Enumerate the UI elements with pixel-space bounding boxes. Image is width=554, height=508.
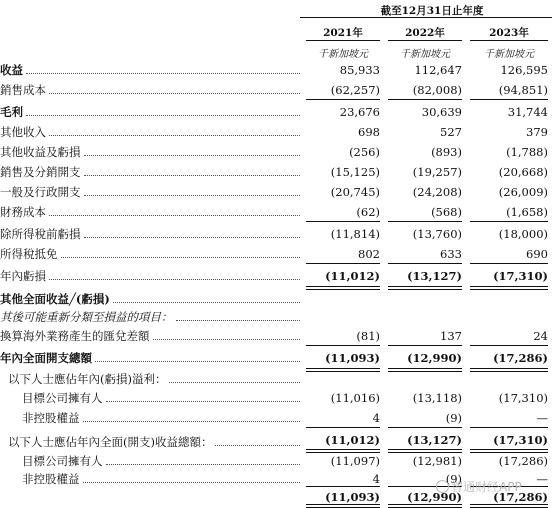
table-row	[0, 388, 554, 408]
value-2022: 137	[440, 329, 462, 343]
table-row	[0, 60, 554, 80]
value-2023: (17,310)	[493, 269, 548, 283]
value-2022: (13,760)	[412, 227, 462, 241]
row-label: 其他全面收益╱(虧損)	[0, 292, 110, 306]
value-2021: (15,125)	[330, 165, 380, 179]
value-2023: —	[536, 411, 548, 425]
value-2022: (13,127)	[407, 433, 462, 447]
row-label: 其他收入	[0, 125, 46, 139]
total-double-rule	[470, 449, 548, 453]
watermark-logo-icon	[436, 480, 449, 493]
subtotal-rule	[306, 345, 380, 346]
row-label: 非控股權益	[22, 411, 80, 425]
table-row	[0, 451, 554, 471]
table-row	[0, 202, 554, 222]
row-label: 目標公司擁有人	[22, 454, 103, 468]
table-row	[0, 80, 554, 100]
table-row	[0, 307, 554, 327]
subtotal-rule	[306, 486, 380, 487]
total-double-rule	[470, 286, 548, 290]
value-2022: 633	[440, 247, 462, 261]
row-label: 年內全面開支總額	[0, 351, 92, 365]
year-2022: 2022年	[405, 27, 445, 39]
subtotal-rule	[388, 263, 462, 264]
watermark	[436, 478, 522, 495]
leader-dots	[83, 421, 300, 422]
value-2021: (20,745)	[330, 185, 380, 199]
value-2022: (568)	[431, 205, 462, 219]
leader-dots	[49, 93, 300, 94]
value-2021: (62)	[356, 205, 380, 219]
leader-dots	[61, 257, 300, 258]
leader-dots	[49, 135, 300, 136]
value-2022: (9)	[445, 472, 462, 486]
total-double-rule	[470, 368, 548, 372]
subtotal-rule	[388, 221, 462, 222]
table-row	[0, 289, 554, 309]
subtotal-rule	[470, 221, 548, 222]
total-double-rule	[306, 504, 380, 508]
header-rule	[300, 17, 552, 18]
leader-dots	[84, 237, 300, 238]
table-row	[0, 102, 554, 122]
value-2022: (12,981)	[412, 454, 462, 468]
value-2022: (19,257)	[412, 165, 462, 179]
row-label: 其後可能重新分類至損益的項目：	[0, 310, 173, 324]
table-row	[0, 162, 554, 182]
leader-dots	[215, 445, 300, 446]
row-label: 以下人士應佔年內(虧損)溢利：	[8, 372, 167, 386]
value-2023: (1,788)	[506, 145, 548, 159]
value-2023: 31,744	[507, 105, 548, 119]
value-2023: (20,668)	[498, 165, 548, 179]
table-row	[0, 224, 554, 244]
row-label: 除所得稅前虧損	[0, 227, 81, 241]
value-2021: (11,093)	[325, 490, 380, 504]
row-label: 其他收益及虧損	[0, 145, 81, 159]
subtotal-rule	[388, 99, 462, 100]
leader-dots	[84, 195, 300, 196]
leader-dots	[106, 401, 300, 402]
value-2023: 24	[533, 329, 548, 343]
leader-dots	[26, 73, 300, 74]
total-double-rule	[470, 504, 548, 508]
table-row	[0, 369, 554, 389]
leader-dots	[95, 361, 300, 362]
value-2022: 112,647	[414, 63, 462, 77]
value-2021: (11,016)	[330, 391, 380, 405]
total-double-rule	[388, 286, 462, 290]
period-heading: 截至12月31日止年度	[380, 5, 484, 17]
year-rule-2021	[306, 40, 380, 41]
subtotal-rule	[470, 99, 548, 100]
value-2023: (17,310)	[493, 433, 548, 447]
value-2021: (256)	[349, 145, 380, 159]
leader-dots	[49, 279, 300, 280]
total-double-rule	[388, 368, 462, 372]
leader-dots	[153, 339, 300, 340]
table-row	[0, 266, 554, 286]
total-double-rule	[388, 504, 462, 508]
value-2023: 690	[526, 247, 548, 261]
total-double-rule	[306, 286, 380, 290]
value-2022: (12,990)	[407, 351, 462, 365]
value-2021: 698	[358, 125, 380, 139]
unit-2022: 千新加坡元	[400, 49, 450, 60]
table-row	[0, 244, 554, 264]
value-2021: (62,257)	[330, 83, 380, 97]
row-label: 銷售及分銷開支	[0, 165, 81, 179]
value-2022: (24,208)	[412, 185, 462, 199]
watermark-text: 智通财经APP	[451, 480, 522, 494]
value-2023: (1,658)	[506, 205, 548, 219]
total-double-rule	[306, 449, 380, 453]
subtotal-rule	[306, 427, 380, 428]
value-2023: —	[536, 472, 548, 486]
value-2023: (17,310)	[498, 391, 548, 405]
leader-dots	[106, 464, 300, 465]
value-2022: (9)	[445, 411, 462, 425]
value-2021: (11,093)	[325, 351, 380, 365]
year-2023: 2023年	[489, 27, 529, 39]
value-2021: 23,676	[339, 105, 380, 119]
row-label: 財務成本	[0, 205, 46, 219]
subtotal-rule	[388, 427, 462, 428]
row-label: 年內虧損	[0, 269, 46, 283]
row-label: 換算海外業務產生的匯兌差額	[0, 329, 150, 343]
leader-dots	[49, 215, 300, 216]
value-2022: (82,008)	[412, 83, 462, 97]
subtotal-rule	[306, 263, 380, 264]
value-2021: 4	[372, 411, 380, 425]
value-2023: (17,286)	[493, 351, 548, 365]
row-label: 銷售成本	[0, 83, 46, 97]
unit-2023: 千新加坡元	[484, 49, 534, 60]
leader-dots	[113, 302, 300, 303]
value-2021: 802	[358, 247, 380, 261]
table-row	[0, 142, 554, 162]
value-2021: 4	[372, 472, 380, 486]
leader-dots	[84, 155, 300, 156]
value-2022: (13,127)	[407, 269, 462, 283]
row-label: 以下人士應佔年內全面(開支)收益總額：	[8, 435, 213, 449]
value-2022: 30,639	[421, 105, 462, 119]
leader-dots	[84, 175, 300, 176]
table-row	[0, 408, 554, 428]
row-label: 毛利	[0, 105, 23, 119]
subtotal-rule	[470, 427, 548, 428]
unit-2021: 千新加坡元	[318, 49, 368, 60]
subtotal-rule	[388, 345, 462, 346]
year-rule-2022	[388, 40, 462, 41]
value-2022: (893)	[431, 145, 462, 159]
table-row	[0, 326, 554, 346]
value-2022: (13,118)	[412, 391, 462, 405]
value-2023: (26,009)	[498, 185, 548, 199]
value-2023: (18,000)	[498, 227, 548, 241]
table-row	[0, 182, 554, 202]
value-2021: (11,814)	[330, 227, 380, 241]
value-2022: 527	[440, 125, 462, 139]
year-2021: 2021年	[323, 27, 363, 39]
leader-dots	[176, 320, 300, 321]
table-row	[0, 122, 554, 142]
value-2021: (11,012)	[325, 433, 380, 447]
leader-dots	[83, 482, 300, 483]
leader-dots	[26, 115, 300, 116]
row-label: 非控股權益	[22, 472, 80, 486]
table-row	[0, 348, 554, 368]
year-rule-2023	[470, 40, 548, 41]
value-2023: 126,595	[500, 63, 548, 77]
value-2023: 379	[526, 125, 548, 139]
value-2023: (94,851)	[498, 83, 548, 97]
total-double-rule	[388, 449, 462, 453]
value-2021: (81)	[356, 329, 380, 343]
value-2023: (17,286)	[498, 454, 548, 468]
row-label: 收益	[0, 63, 23, 77]
subtotal-rule	[306, 99, 380, 100]
value-2022: (12,990)	[407, 490, 462, 504]
subtotal-rule	[470, 345, 548, 346]
row-label: 目標公司擁有人	[22, 391, 103, 405]
total-double-rule	[306, 368, 380, 372]
row-label: 所得稅抵免	[0, 247, 58, 261]
row-label: 一般及行政開支	[0, 185, 81, 199]
subtotal-rule	[306, 221, 380, 222]
value-2021: (11,097)	[330, 454, 380, 468]
value-2021: (11,012)	[325, 269, 380, 283]
subtotal-rule	[470, 263, 548, 264]
value-2023: (17,286)	[493, 490, 548, 504]
leader-dots	[169, 382, 300, 383]
value-2021: 85,933	[339, 63, 380, 77]
